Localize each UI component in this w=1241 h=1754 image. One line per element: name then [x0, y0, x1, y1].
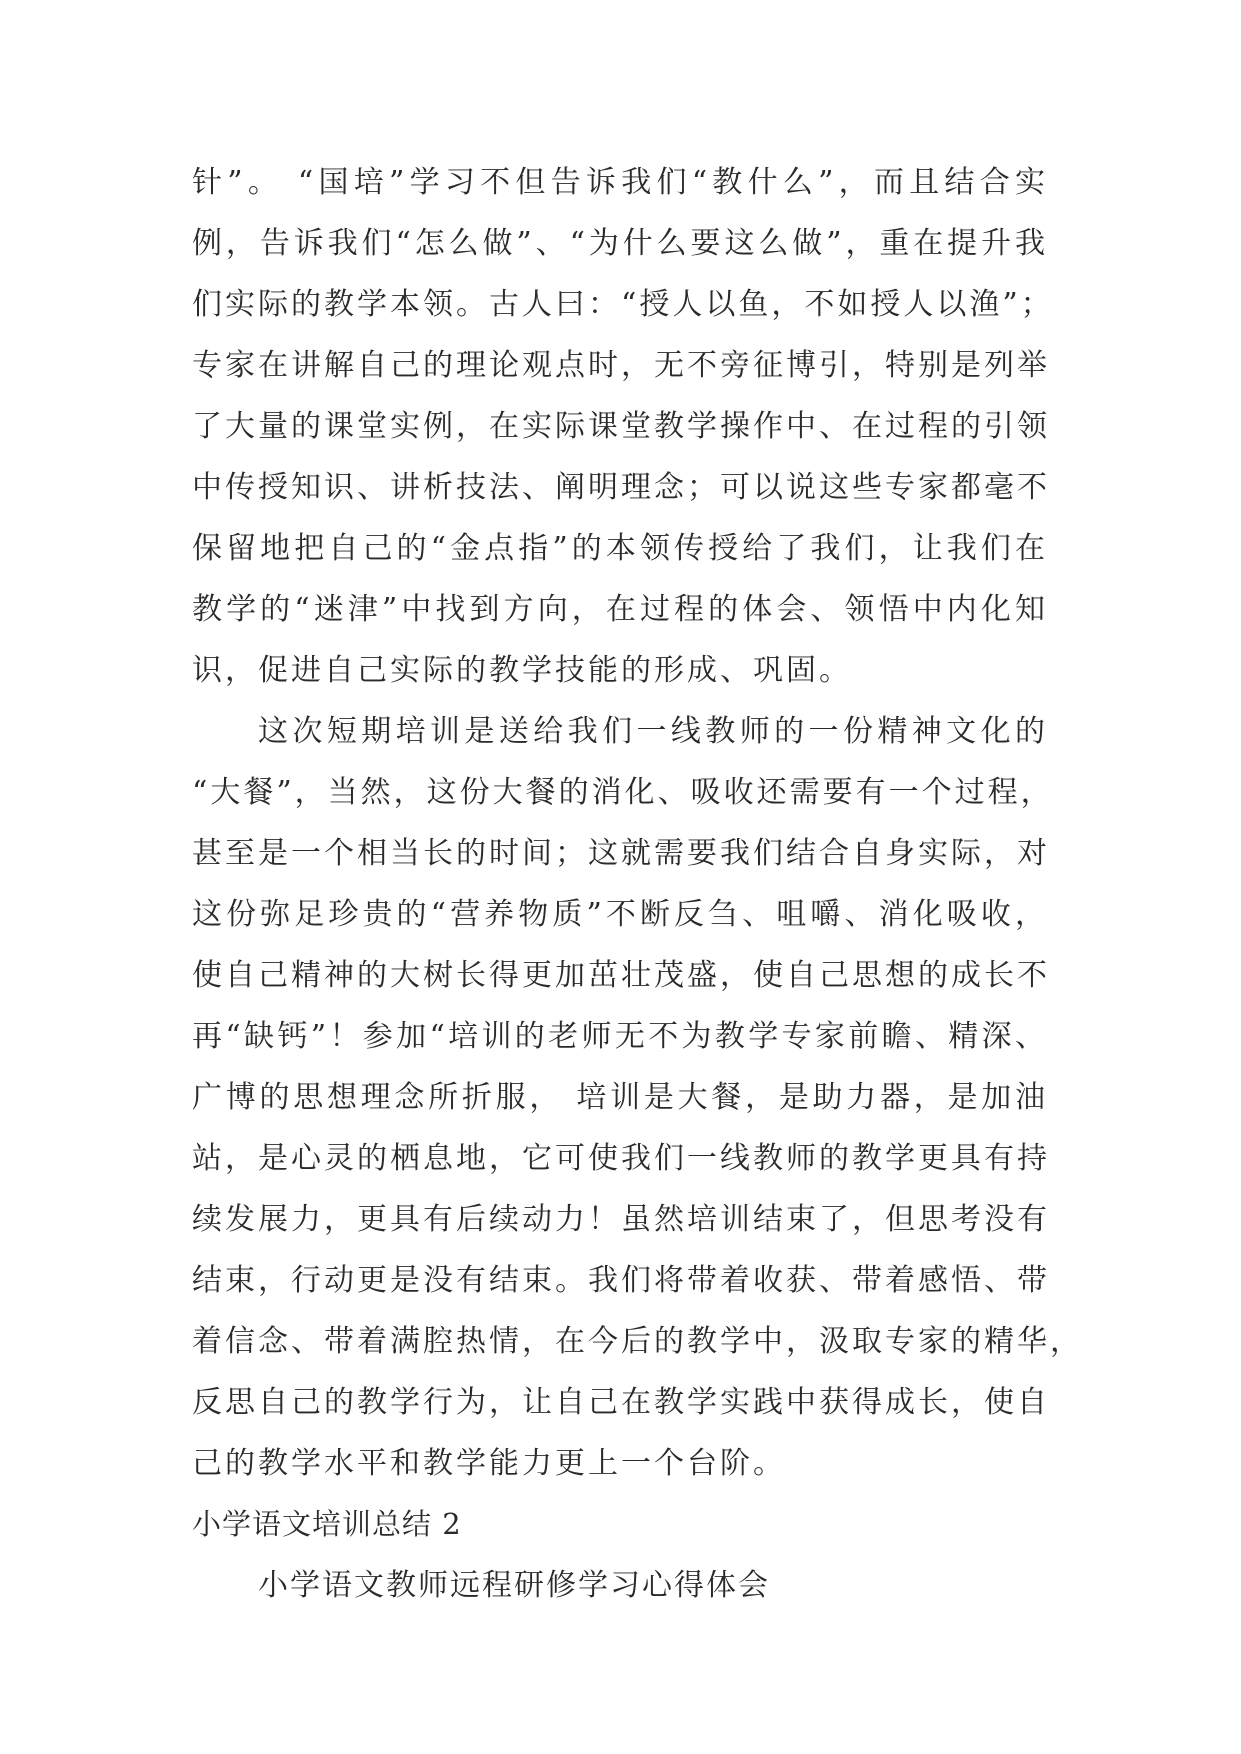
section-subheading: 小学语文教师远程研修学习心得体会	[258, 1568, 770, 1603]
paragraph-line: 识，促进自己实际的教学技能的形成、巩固。	[192, 653, 852, 688]
paragraph-line: 保留地把自己的“金点指”的本领传授给了我们，让我们在	[192, 531, 1048, 566]
paragraph-line: 专家在讲解自己的理论观点时，无不旁征博引，特别是列举	[192, 348, 1050, 383]
paragraph-line: 己的教学水平和教学能力更上一个台阶。	[192, 1446, 786, 1481]
paragraph-line: 针”。 “国培”学习不但告诉我们“教什么”，而且结合实	[192, 165, 1048, 200]
paragraph-line: 这次短期培训是送给我们一线教师的一份精神文化的	[258, 714, 1048, 749]
paragraph-line: 着信念、带着满腔热情，在今后的教学中，汲取专家的精华，	[192, 1324, 1083, 1359]
paragraph-line: 续发展力，更具有后续动力！虽然培训结束了，但思考没有	[192, 1202, 1050, 1237]
paragraph-line: “大餐”，当然，这份大餐的消化、吸收还需要有一个过程，	[192, 775, 1054, 810]
paragraph-line: 使自己精神的大树长得更加茁壮茂盛，使自己思想的成长不	[192, 958, 1050, 993]
paragraph-line: 广博的思想理念所折服， 培训是大餐，是助力器，是加油	[192, 1080, 1048, 1115]
paragraph-line: 了大量的课堂实例，在实际课堂教学操作中、在过程的引领	[192, 409, 1050, 444]
paragraph-line: 例，告诉我们“怎么做”、“为什么要这么做”，重在提升我	[192, 226, 1048, 261]
paragraph-line: 这份弥足珍贵的“营养物质”不断反刍、咀嚼、消化吸收，	[192, 897, 1048, 932]
paragraph-line: 教学的“迷津”中找到方向，在过程的体会、领悟中内化知	[192, 592, 1048, 627]
paragraph-line: 站，是心灵的栖息地，它可使我们一线教师的教学更具有持	[192, 1141, 1050, 1176]
document-body	[192, 152, 1083, 1618]
paragraph-line: 再“缺钙”！参加“培训的老师无不为教学专家前瞻、精深、	[192, 1019, 1048, 1054]
paragraph-line: 甚至是一个相当长的时间；这就需要我们结合自身实际，对	[192, 836, 1050, 871]
paragraph-line: 反思自己的教学行为，让自己在教学实践中获得成长，使自	[192, 1385, 1050, 1420]
paragraph-1	[192, 152, 1054, 701]
paragraph-line: 中传授知识、讲析技法、阐明理念；可以说这些专家都毫不	[192, 470, 1050, 505]
paragraph-line: 们实际的教学本领。古人曰：“授人以鱼，不如授人以渔”；	[192, 287, 1054, 322]
paragraph-2	[192, 701, 1083, 1494]
paragraph-line: 结束，行动更是没有结束。我们将带着收获、带着感悟、带	[192, 1263, 1050, 1298]
section-heading: 小学语文培训总结 2	[192, 1507, 462, 1541]
